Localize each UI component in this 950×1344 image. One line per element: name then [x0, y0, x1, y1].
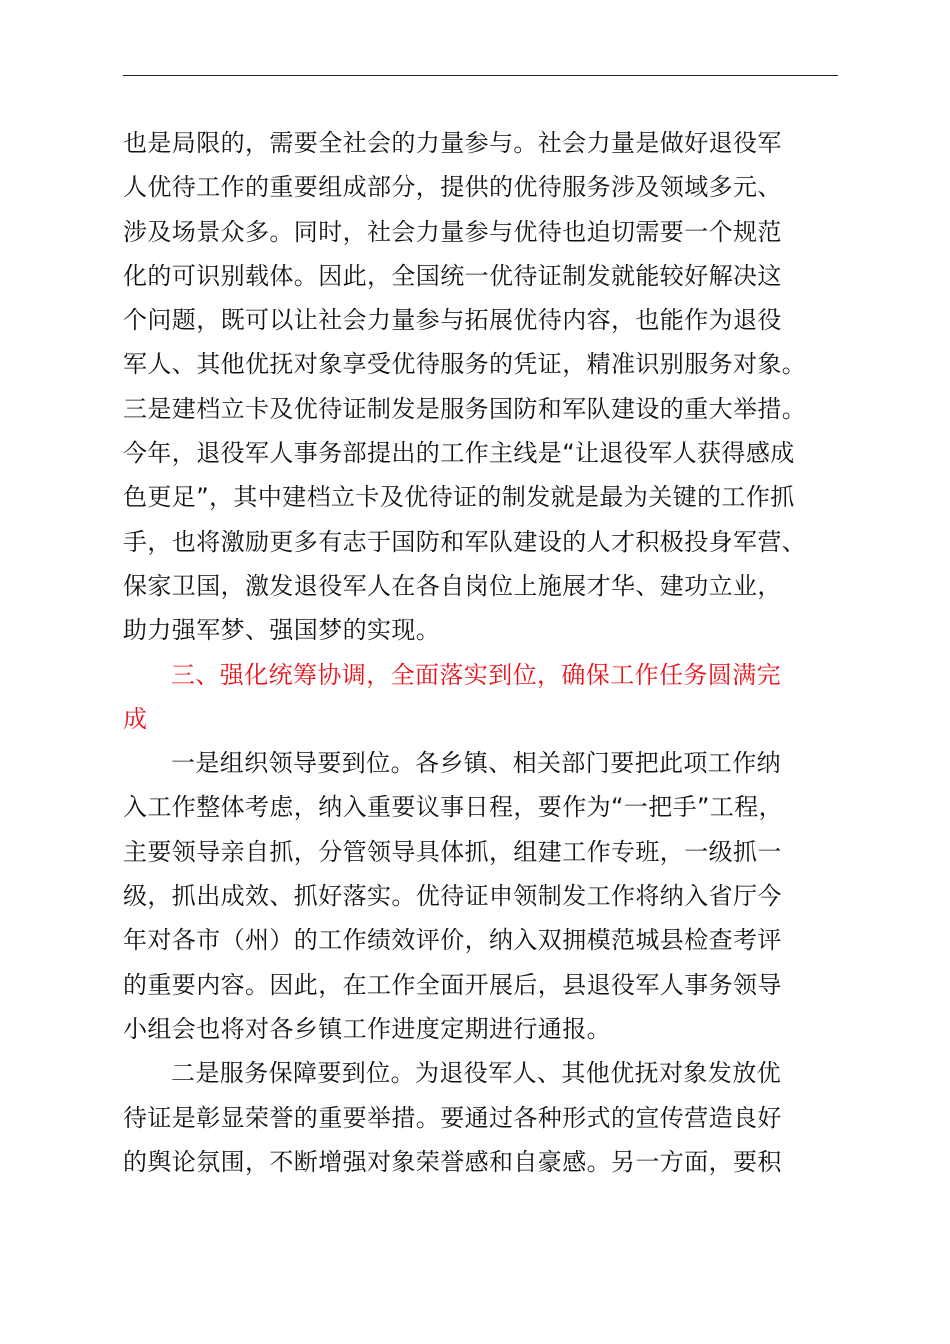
document-body	[123, 121, 838, 1184]
heading-line: 三、强化统筹协调，全面落实到位，确保工作任务圆满完	[171, 660, 781, 689]
text-line: 今年，退役军人事务部提出的工作主线是“让退役军人获得感成	[123, 439, 795, 468]
text-line: 保家卫国，激发退役军人在各自岗位上施展才华、建功立业，	[123, 571, 782, 600]
text-line: 个问题，既可以让社会力量参与拓展优待内容，也能作为退役	[123, 306, 782, 335]
section-heading	[123, 653, 838, 742]
header-rule	[123, 75, 838, 76]
text-line: 主要领导亲自抓，分管领导具体抓，组建工作专班，一级抓一	[123, 837, 782, 866]
text-line: 入工作整体考虑，纳入重要议事日程，要作为“一把手”工程，	[123, 793, 784, 822]
text-line: 军人、其他优抚对象享受优待服务的凭证，精准识别服务对象。	[123, 350, 807, 379]
text-line: 一是组织领导要到位。各乡镇、相关部门要把此项工作纳	[171, 749, 781, 778]
text-line: 待证是彰显荣誉的重要举措。要通过各种形式的宣传营造良好	[123, 1103, 782, 1132]
text-line: 的舆论氛围，不断增强对象荣誉感和自豪感。另一方面，要积	[123, 1147, 782, 1176]
paragraph-continuation	[123, 121, 838, 653]
text-line: 助力强军梦、强国梦的实现。	[123, 616, 441, 645]
paragraph-service	[123, 1051, 838, 1184]
text-line: 小组会也将对各乡镇工作进度定期进行通报。	[123, 1014, 611, 1043]
text-line: 人优待工作的重要组成部分，提供的优待服务涉及领域多元、	[123, 173, 782, 202]
paragraph-organization	[123, 741, 838, 1051]
text-line: 的重要内容。因此，在工作全面开展后，县退役军人事务领导	[123, 970, 782, 999]
text-line: 手，也将激励更多有志于国防和军队建设的人才积极投身军营、	[123, 527, 807, 556]
text-line: 二是服务保障要到位。为退役军人、其他优抚对象发放优	[171, 1059, 781, 1088]
text-line: 也是局限的，需要全社会的力量参与。社会力量是做好退役军	[123, 129, 782, 157]
text-line: 级，抓出成效、抓好落实。优待证申领制发工作将纳入省厅今	[123, 882, 782, 911]
heading-line: 成	[123, 704, 148, 733]
text-line: 色更足”，其中建档立卡及优待证的制发就是最为关键的工作抓	[123, 483, 795, 512]
text-line: 三是建档立卡及优待证制发是服务国防和军队建设的重大举措。	[123, 394, 807, 423]
text-line: 化的可识别载体。因此，全国统一优待证制发就能较好解决这	[123, 261, 782, 290]
text-line: 年对各市（州）的工作绩效评价，纳入双拥模范城县检查考评	[123, 926, 782, 955]
text-line: 涉及场景众多。同时，社会力量参与优待也迫切需要一个规范	[123, 217, 782, 246]
